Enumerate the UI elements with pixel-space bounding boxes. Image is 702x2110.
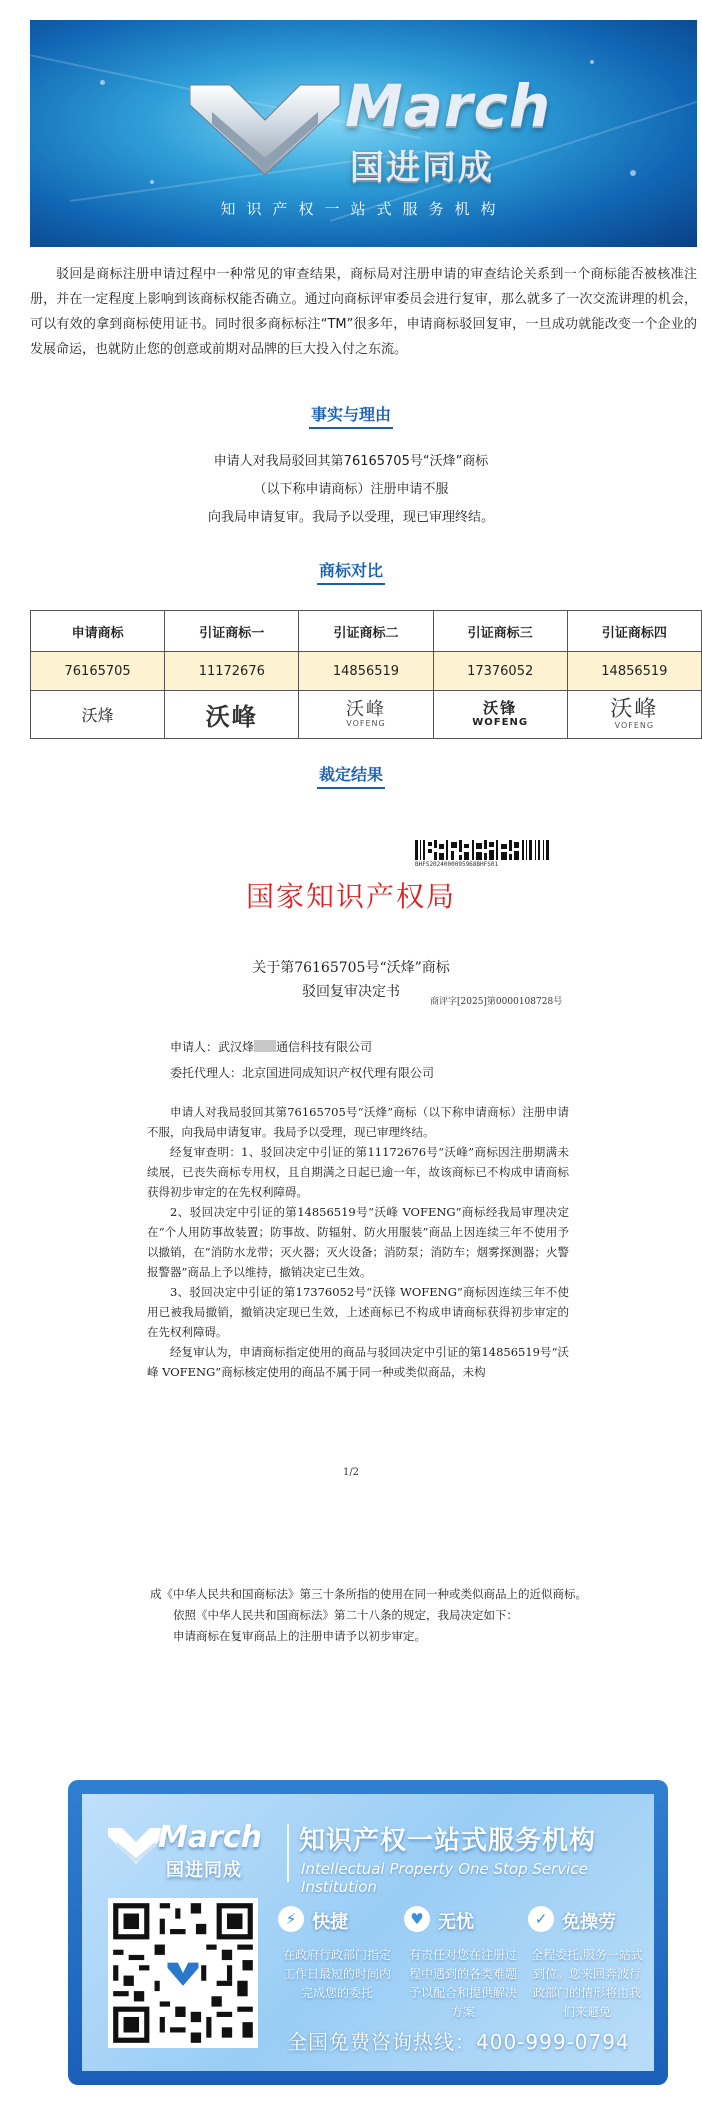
banner-brand-cn: 国进同成 <box>350 148 494 188</box>
intro-paragraph: 驳回是商标注册申请过程中一种常见的审查结果，商标局对注册申请的审查结论关系到一个商标能否被核准注册，并在一定程度上影响到该商标权能否确立。通过向商标评审委员会进行复审，那么就多了一次交流讲理的机会，可以有效的拿到商标使用证书。同时很多商标标注“TM”很多年，申请商标驳回复审，一旦成功就能改变一个企业的发展命运，也就防止您的创意或前期对品牌的巨大投入付之东流。 <box>30 267 697 357</box>
issuing-office: 国家知识产权局 <box>245 880 456 913</box>
trademark-number: 17376052 <box>433 652 567 691</box>
lightning-icon: ⚡ <box>278 1906 304 1932</box>
decision-paragraph: 申请商标在复审商品上的注册申请予以初步审定。 <box>173 1629 426 1643</box>
ad-slogan: 知识产权一站式服务机构 <box>299 1826 597 1856</box>
ad-divider <box>287 1824 289 1882</box>
facts-title-text: 事实与理由 <box>309 405 393 429</box>
ad-brand-word: March <box>158 1820 263 1855</box>
mark-latin-text: VOFENG <box>346 718 386 728</box>
decision-paragraph: 经复审认为，申请商标指定使用的商品与驳回决定中引证的第14856519号“沃峰 VOFENG”商标核定使用的商品不属于同一种或类似商品，未构 <box>147 1345 569 1379</box>
table-header-row <box>31 611 702 652</box>
thumbs-up-icon: ✓ <box>528 1906 554 1932</box>
page-number: 1/2 <box>342 1467 360 1478</box>
trademark-number: 14856519 <box>567 652 701 691</box>
decision-paragraph: 成《中华人民共和国商标法》第三十条所指的使用在同一种或类似商品上的近似商标。 <box>150 1587 587 1601</box>
comparison-title-text: 商标对比 <box>317 561 385 585</box>
banner-sparkle <box>590 60 594 64</box>
table-row-numbers <box>31 652 702 691</box>
applicant-label: 申请人： <box>170 1040 219 1054</box>
hotline-number[interactable]: 全国免费咨询热线：400-999-0794 <box>287 2030 630 2054</box>
facts-section-title <box>0 402 702 425</box>
decision-title-line: 驳回复审决定书 <box>302 984 400 1000</box>
banner-tagline: 知识产权一站式服务机构 <box>220 200 507 218</box>
column-header: 引证商标三 <box>433 611 567 652</box>
trademark-sample <box>299 691 433 739</box>
banner-sparkle <box>100 80 105 85</box>
facts-line: 向我局申请复审。我局予以受理，现已审理终结。 <box>207 510 494 525</box>
intro-section <box>30 262 697 362</box>
mark-text: 沃烽 <box>81 706 114 725</box>
banner-sparkle <box>150 180 154 184</box>
parties-block <box>170 1034 434 1086</box>
applicant-name-end: 通信科技有限公司 <box>276 1040 373 1054</box>
facts-line: （以下称申请商标）注册申请不服 <box>253 482 449 497</box>
banner-brand-word: March <box>345 72 552 140</box>
column-header: 申请商标 <box>31 611 165 652</box>
feature-title: 快捷 <box>312 1912 348 1933</box>
feature-title: 无忧 <box>438 1912 474 1933</box>
mark-latin-text: VOFENG <box>614 720 655 730</box>
feature-fast <box>278 1906 396 2003</box>
trademark-number: 11172676 <box>165 652 299 691</box>
march-logo-icon <box>108 1822 164 1866</box>
trademark-sample <box>433 691 567 739</box>
decision-document-number: 商评字[2025]第0000108728号 <box>430 997 563 1007</box>
facts-block <box>0 448 702 532</box>
barcode-icon <box>415 840 550 860</box>
decision-body-page1 <box>147 1102 569 1382</box>
banner-sparkle <box>630 170 636 176</box>
decision-paragraph: 经复审查明：1、驳回决定中引证的第11172676号“沃峰”商标因注册期满未续展，已丧失商标专用权，且自期满之日起已逾一年，故该商标已不构成申请商标获得初步审定的在先权利障碍。 <box>147 1145 569 1199</box>
column-header: 引证商标二 <box>299 611 433 652</box>
mark-text: 沃锋 <box>483 699 518 717</box>
agent-line: 委托代理人：北京国进同成知识产权代理有限公司 <box>170 1066 435 1080</box>
table-row-marks <box>31 691 702 739</box>
decision-paragraph: 申请人对我局驳回其第76165705号“沃烽”商标（以下称申请商标）注册申请不服，向我局申请复审。我局予以受理，现已审理终结。 <box>147 1105 569 1139</box>
decision-paragraph: 依照《中华人民共和国商标法》第二十八条的规定，我局决定如下： <box>173 1608 518 1622</box>
feature-description: 在政府行政部门指定工作日最短的时间内完成您的委托 <box>282 1948 391 2000</box>
mark-latin-text: WOFENG <box>472 717 529 728</box>
trademark-number: 76165705 <box>31 652 165 691</box>
redaction-block <box>254 1040 276 1052</box>
comparison-section-title <box>0 558 702 581</box>
mark-text: 沃峰 <box>205 703 258 731</box>
service-ad-panel <box>82 1794 654 2071</box>
applicant-name-start: 武汉烽 <box>218 1040 255 1054</box>
decision-section-title <box>0 762 702 785</box>
feature-description: 全程委托,服务一站式到位。您来回奔波行政部门的情形将由我们来避免 <box>531 1948 643 2019</box>
ad-brand-cn: 国进同成 <box>166 1860 242 1881</box>
qr-code-icon[interactable] <box>108 1898 258 2048</box>
decision-title-line: 关于第76165705号“沃烽”商标 <box>252 960 450 976</box>
trademark-comparison-table <box>30 610 702 739</box>
heart-icon: ♥ <box>404 1906 430 1932</box>
barcode-number: BHFS2024000095968BHFS01 <box>415 861 499 868</box>
ad-slogan-english: Intellectual Property One Stop Service Institution <box>301 1860 588 1896</box>
trademark-sample <box>165 691 299 739</box>
feature-description: 有责任对您在注册过程中遇到的各类难题予以配合和提供解决方案 <box>408 1948 517 2019</box>
column-header: 引证商标四 <box>567 611 701 652</box>
applicant-line <box>170 1034 434 1060</box>
service-ad-card <box>68 1780 668 2085</box>
decision-title-text: 裁定结果 <box>317 765 385 789</box>
trademark-number: 14856519 <box>299 652 433 691</box>
decision-paragraph: 2、驳回决定中引证的第14856519号“沃峰 VOFENG”商标经我局审理决定在“个人用防事故装置；防事故、防辐射、防火用服装”商品上因连续三年不使用予以撤销，在“消防水龙带；灭火器；灭火设备；消防泵；消防车；烟雾探测器；火警报警器”商品上予以维持，撤销决定已生效。 <box>147 1205 569 1279</box>
mark-text: 沃峰 <box>610 696 659 722</box>
mark-text: 沃峰 <box>345 698 386 720</box>
feature-title: 免操劳 <box>562 1912 616 1933</box>
decision-paragraph: 3、驳回决定中引证的第17376052号“沃锋 WOFENG”商标因连续三年不使用已被我局撤销，撤销决定现已生效，上述商标已不构成申请商标获得初步审定的在先权利障碍。 <box>147 1285 569 1339</box>
decision-body-page2 <box>150 1584 590 1647</box>
facts-line: 申请人对我局驳回其第76165705号“沃烽”商标 <box>213 454 489 469</box>
decision-title <box>0 956 702 1004</box>
feature-effortless <box>528 1906 646 2022</box>
trademark-sample <box>31 691 165 739</box>
column-header: 引证商标一 <box>165 611 299 652</box>
trademark-sample <box>567 691 701 739</box>
top-banner <box>30 20 697 247</box>
feature-worry-free <box>404 1906 522 2022</box>
